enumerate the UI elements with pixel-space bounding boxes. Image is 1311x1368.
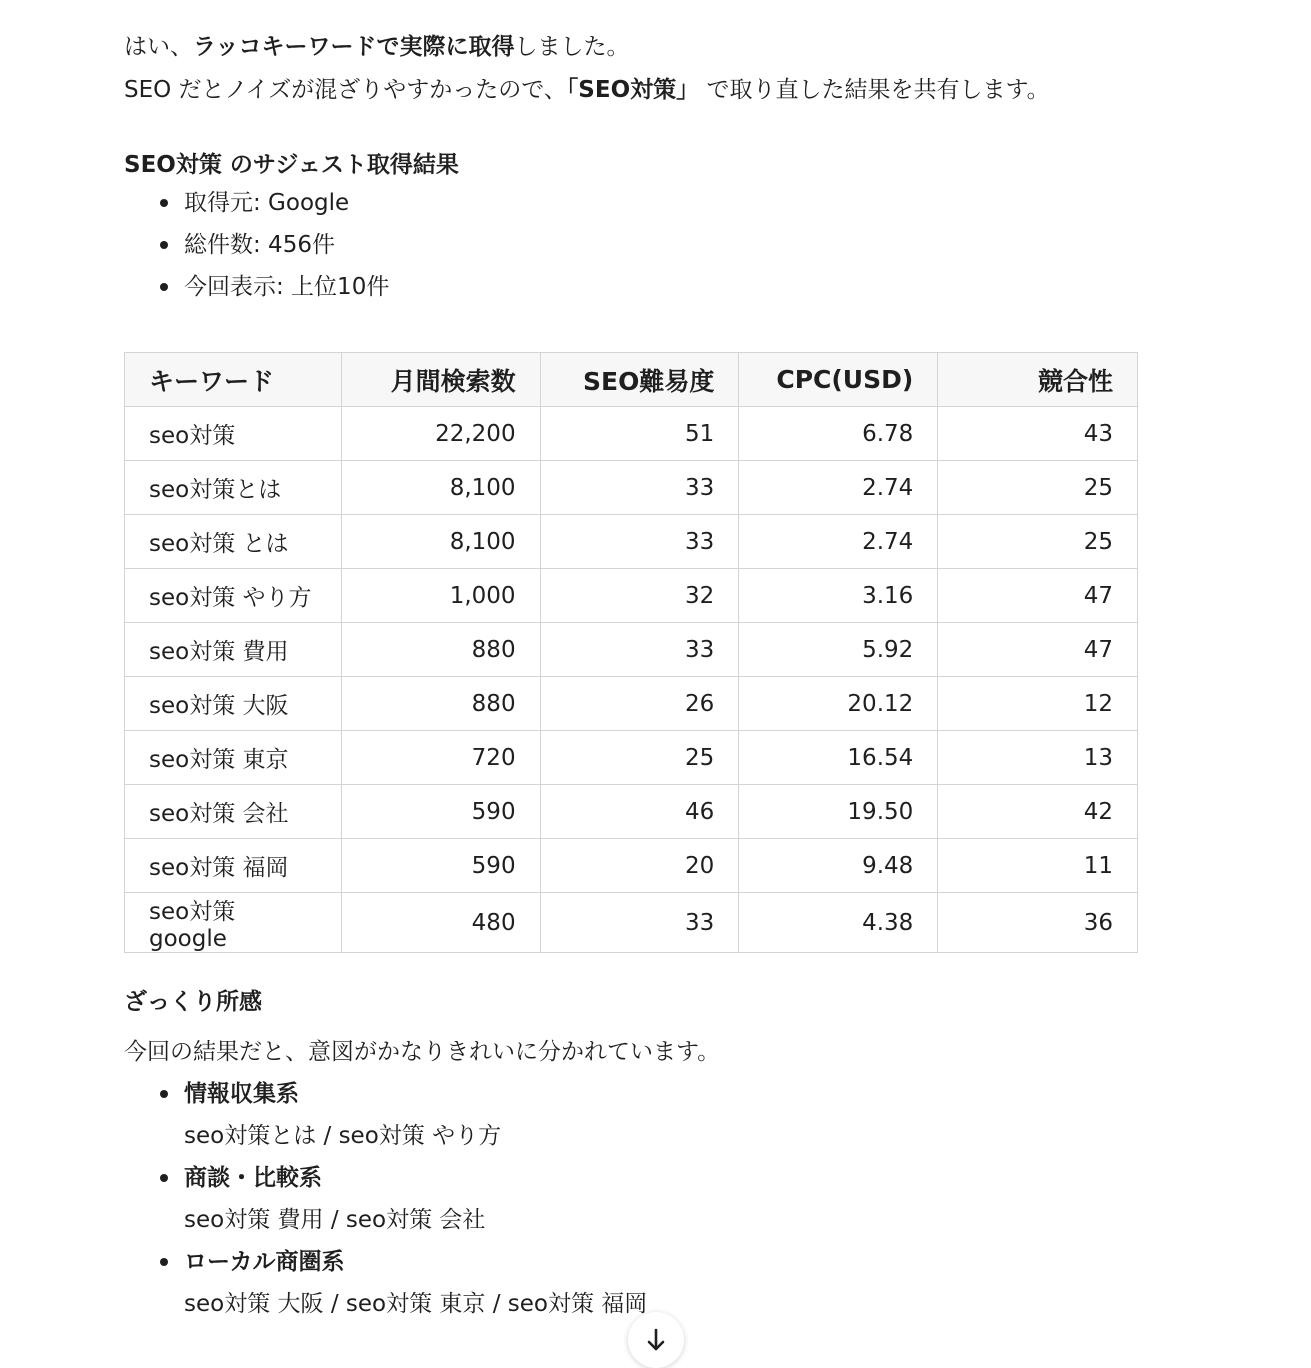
cell-difficulty: 46 bbox=[540, 785, 739, 839]
cell-cpc: 3.16 bbox=[739, 569, 938, 623]
category-keywords: seo対策 費用 / seo対策 会社 bbox=[184, 1207, 486, 1233]
cell-keyword: seo対策 福岡 bbox=[125, 839, 342, 893]
result-section-title: SEO対策 のサジェスト取得結果 bbox=[124, 152, 459, 178]
cell-keyword: seo対策とは bbox=[125, 461, 342, 515]
cell-cpc: 5.92 bbox=[739, 623, 938, 677]
table-header-row bbox=[125, 353, 1138, 407]
cell-volume: 880 bbox=[341, 677, 540, 731]
category-name: 情報収集系 bbox=[184, 1081, 299, 1107]
cell-keyword: seo対策 やり方 bbox=[125, 569, 342, 623]
meta-displayed: 今回表示: 上位10件 bbox=[124, 266, 1138, 308]
category-name: 商談・比較系 bbox=[184, 1165, 322, 1191]
category-item bbox=[124, 1073, 1138, 1157]
header-seo-difficulty: SEO難易度 bbox=[540, 353, 739, 407]
table-row bbox=[125, 839, 1138, 893]
findings-title: ざっくり所感 bbox=[124, 989, 262, 1015]
meta-source: 取得元: Google bbox=[124, 182, 1138, 224]
cell-competition: 42 bbox=[938, 785, 1138, 839]
table-row bbox=[125, 461, 1138, 515]
header-cpc: CPC(USD) bbox=[739, 353, 938, 407]
cell-difficulty: 33 bbox=[540, 461, 739, 515]
category-item bbox=[124, 1241, 1138, 1325]
cell-cpc: 16.54 bbox=[739, 731, 938, 785]
intro-line-1-bold: ラッコキーワードで実際に取得 bbox=[193, 34, 515, 60]
cell-difficulty: 32 bbox=[540, 569, 739, 623]
cell-competition: 13 bbox=[938, 731, 1138, 785]
intro-line-1-suffix: しました。 bbox=[514, 34, 630, 60]
cell-cpc: 2.74 bbox=[739, 515, 938, 569]
intro-line-1-prefix: はい、 bbox=[124, 34, 193, 60]
cell-volume: 1,000 bbox=[341, 569, 540, 623]
cell-keyword: seo対策 とは bbox=[125, 515, 342, 569]
cell-cpc: 4.38 bbox=[739, 893, 938, 953]
cell-cpc: 20.12 bbox=[739, 677, 938, 731]
cell-keyword: seo対策 東京 bbox=[125, 731, 342, 785]
keyword-table bbox=[124, 352, 1138, 953]
table-row bbox=[125, 785, 1138, 839]
table-row bbox=[125, 407, 1138, 461]
intro-line-2-bold: 「SEO対策」 bbox=[566, 77, 700, 103]
cell-keyword: seo対策 大阪 bbox=[125, 677, 342, 731]
cell-difficulty: 33 bbox=[540, 515, 739, 569]
cell-volume: 480 bbox=[341, 893, 540, 953]
cell-competition: 47 bbox=[938, 569, 1138, 623]
category-list bbox=[124, 1073, 1138, 1325]
cell-volume: 590 bbox=[341, 785, 540, 839]
cell-cpc: 2.74 bbox=[739, 461, 938, 515]
category-keywords: seo対策とは / seo対策 やり方 bbox=[184, 1123, 502, 1149]
table-row bbox=[125, 677, 1138, 731]
intro-line-1 bbox=[124, 26, 1138, 69]
intro-line-2-prefix: SEO だとノイズが混ざりやすかったので、 bbox=[124, 77, 567, 103]
table-row bbox=[125, 893, 1138, 953]
cell-competition: 36 bbox=[938, 893, 1138, 953]
cell-competition: 11 bbox=[938, 839, 1138, 893]
table-row bbox=[125, 569, 1138, 623]
cell-competition: 12 bbox=[938, 677, 1138, 731]
scroll-to-bottom-button[interactable] bbox=[628, 1312, 684, 1368]
cell-competition: 43 bbox=[938, 407, 1138, 461]
cell-volume: 880 bbox=[341, 623, 540, 677]
cell-keyword: seo対策 会社 bbox=[125, 785, 342, 839]
header-monthly-volume: 月間検索数 bbox=[341, 353, 540, 407]
header-keyword: キーワード bbox=[125, 353, 342, 407]
cell-volume: 8,100 bbox=[341, 461, 540, 515]
header-competition: 競合性 bbox=[938, 353, 1138, 407]
cell-cpc: 19.50 bbox=[739, 785, 938, 839]
category-item bbox=[124, 1157, 1138, 1241]
cell-difficulty: 26 bbox=[540, 677, 739, 731]
cell-difficulty: 33 bbox=[540, 893, 739, 953]
table-row bbox=[125, 515, 1138, 569]
category-name: ローカル商圏系 bbox=[184, 1249, 345, 1275]
cell-keyword: seo対策 bbox=[125, 407, 342, 461]
cell-competition: 47 bbox=[938, 623, 1138, 677]
intro-line-2-suffix: で取り直した結果を共有します。 bbox=[699, 77, 1050, 103]
table-row bbox=[125, 731, 1138, 785]
cell-volume: 22,200 bbox=[341, 407, 540, 461]
arrow-down-icon bbox=[645, 1327, 667, 1353]
cell-cpc: 6.78 bbox=[739, 407, 938, 461]
cell-volume: 8,100 bbox=[341, 515, 540, 569]
meta-total-count: 総件数: 456件 bbox=[124, 224, 1138, 266]
cell-volume: 590 bbox=[341, 839, 540, 893]
cell-difficulty: 25 bbox=[540, 731, 739, 785]
cell-volume: 720 bbox=[341, 731, 540, 785]
category-keywords: seo対策 大阪 / seo対策 東京 / seo対策 福岡 bbox=[184, 1291, 648, 1317]
findings-summary: 今回の結果だと、意図がかなりきれいに分かれています。 bbox=[124, 1039, 721, 1065]
result-meta-list bbox=[124, 182, 1138, 308]
cell-cpc: 9.48 bbox=[739, 839, 938, 893]
cell-keyword: seo対策 google bbox=[125, 893, 342, 953]
message-content bbox=[124, 0, 1138, 1325]
cell-competition: 25 bbox=[938, 461, 1138, 515]
cell-keyword: seo対策 費用 bbox=[125, 623, 342, 677]
cell-difficulty: 51 bbox=[540, 407, 739, 461]
table-row bbox=[125, 623, 1138, 677]
cell-difficulty: 20 bbox=[540, 839, 739, 893]
cell-difficulty: 33 bbox=[540, 623, 739, 677]
cell-competition: 25 bbox=[938, 515, 1138, 569]
intro-line-2 bbox=[124, 69, 1138, 112]
